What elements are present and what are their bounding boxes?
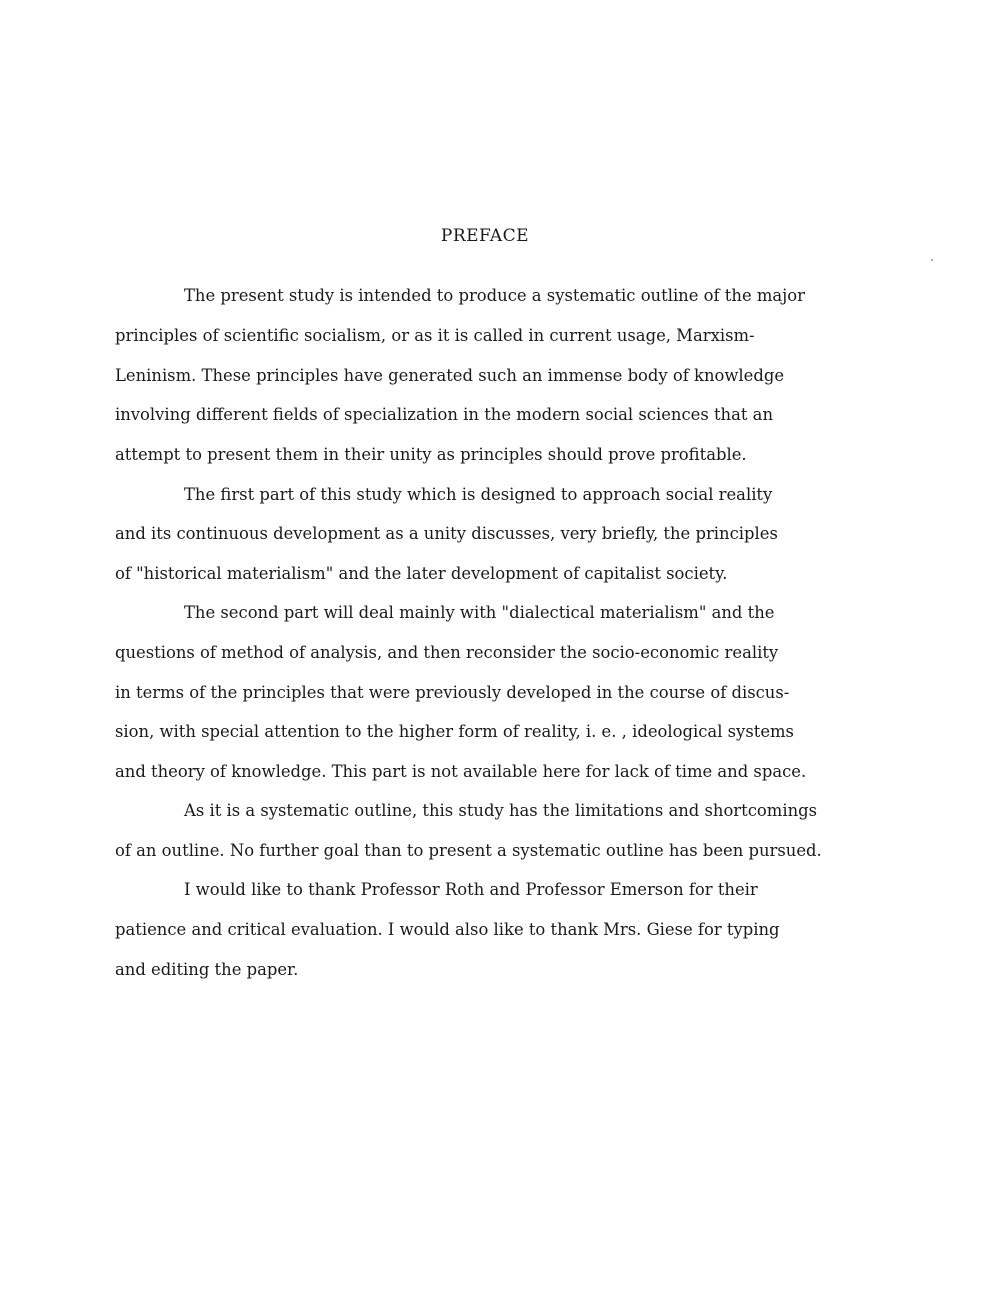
page-title: PREFACE [440,226,530,246]
preface-line: The present study is intended to produce a systematic outline of the major [184,286,805,305]
preface-line: Leninism. These principles have generated such an immense body of knowledge [115,366,785,385]
scan-speck [931,259,933,261]
preface-line: involving different fields of specialization in the modern social sciences that an [115,405,774,424]
preface-line: of an outline. No further goal than to present a systematic outline has been pursued. [115,841,822,860]
preface-line: principles of scientific socialism, or as it is called in current usage, Marxism- [115,326,755,345]
preface-line: patience and critical evaluation. I would also like to thank Mrs. Giese for typing [115,920,780,939]
preface-line: The first part of this study which is designed to approach social reality [184,485,773,504]
preface-line: The second part will deal mainly with "dialectical materialism" and the [184,603,775,622]
preface-line: As it is a systematic outline, this study has the limitations and shortcomings [184,801,818,820]
preface-line: and theory of knowledge. This part is not available here for lack of time and space. [115,762,807,781]
preface-line: and editing the paper. [115,960,299,979]
preface-line: and its continuous development as a unity discusses, very briefly, the principles [115,524,778,543]
preface-line: sion, with special attention to the higher form of reality, i. e. , ideological systems [115,722,794,741]
preface-line: attempt to present them in their unity as principles should prove profitable. [115,445,747,464]
preface-line: I would like to thank Professor Roth and Professor Emerson for their [184,880,758,899]
preface-line: of "historical materialism" and the later development of capitalist society. [115,564,728,583]
preface-line: in terms of the principles that were previously developed in the course of discus- [115,683,790,702]
preface-line: questions of method of analysis, and then reconsider the socio-economic reality [115,643,779,662]
